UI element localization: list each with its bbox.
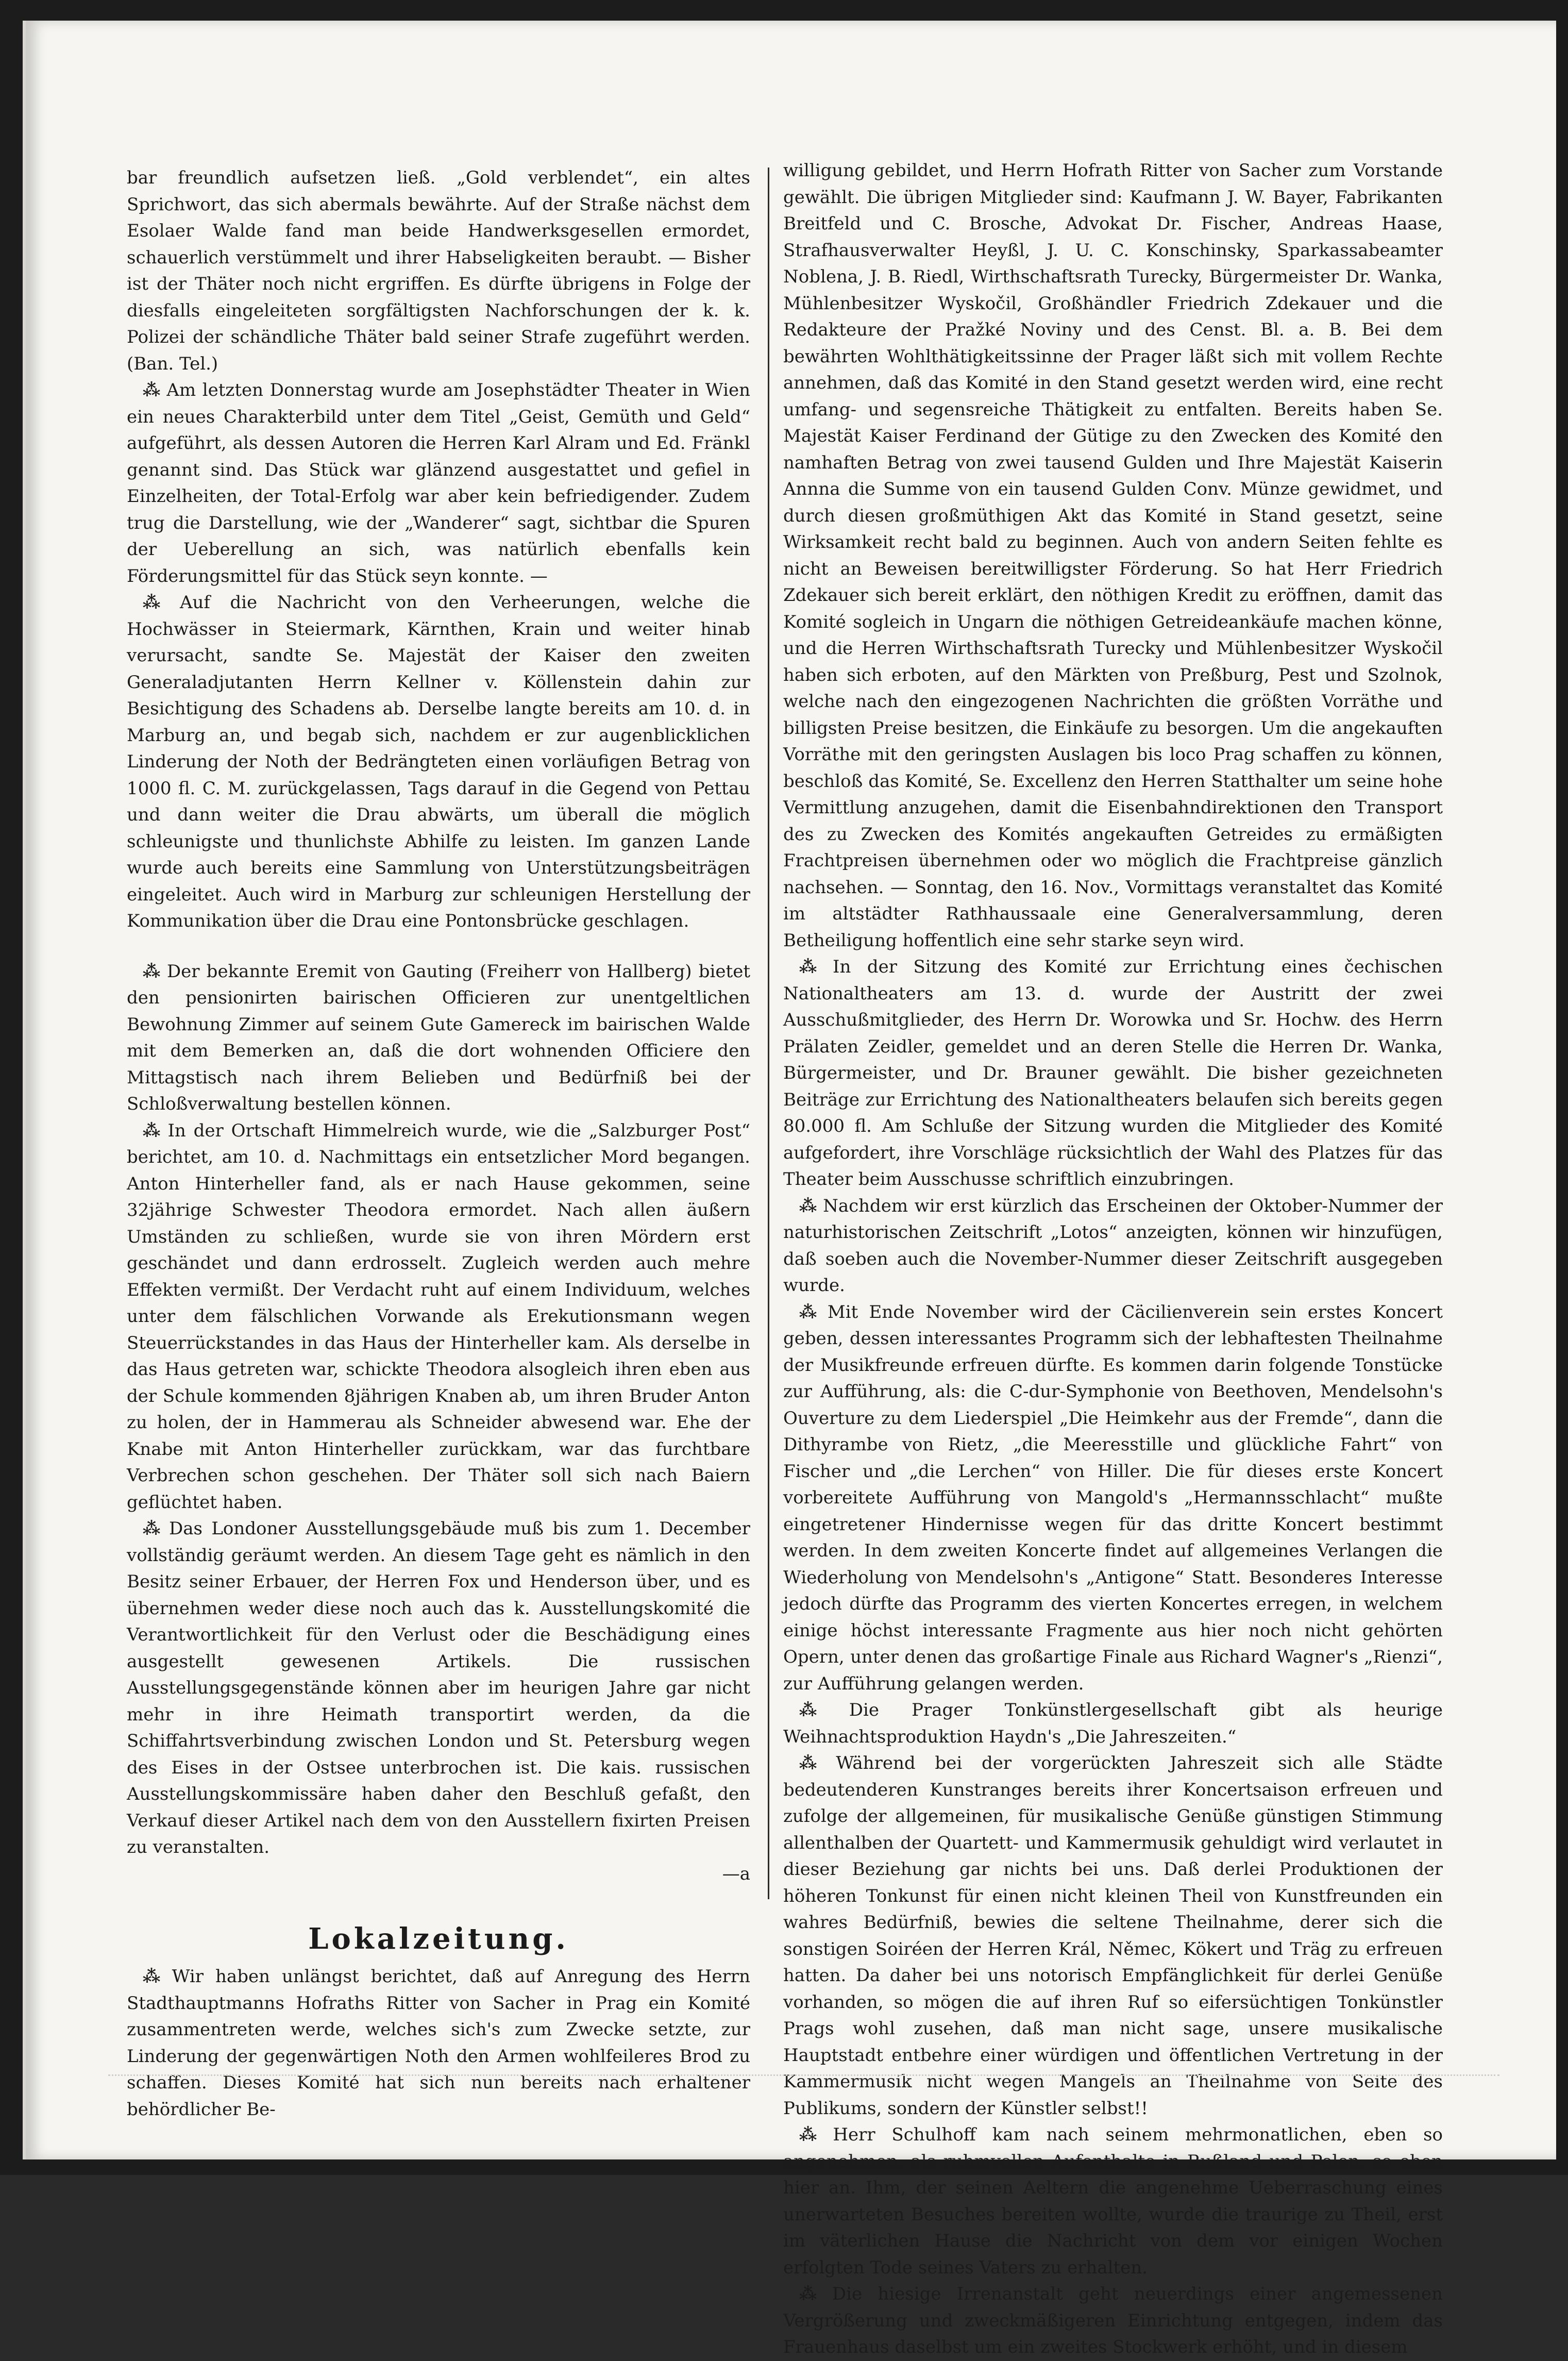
- paragraph-marker: ⁂: [799, 957, 828, 977]
- article-kammermusik: [783, 1750, 1443, 2122]
- paragraph-marker: ⁂: [142, 1120, 163, 1141]
- article-nationaltheater: [783, 954, 1443, 1193]
- article-continuation: bar freundlich aufsetzen ließ. „Gold verblendet“, ein altes Sprichwort, das sich abermals bewährte. Auf der Straße nächst dem Esolaer Walde fand man beide Handwerksgesellen ermordet, schauerlich verstümmelt und ihrer Habseligkeiten beraubt. — Bisher ist der Thäter noch nicht ergriffen. Es dürfte übrigens in Folge der diesfalls eingeleiteten sorgfältigsten Nachforschungen der k. k. Polizei der schändliche Thäter bald seiner Strafe zugeführt werden. (Ban. Tel.): [127, 168, 750, 374]
- article-flood-text: Auf die Nachricht von den Verheerungen, welche die Hochwässer in Steiermark, Kärnthen, Krain und weiter hinab verursacht, sandte Se. Majestät der Kaiser den zweiten Generaladjutanten Herrn Kellner v. Köllenstein dahin zur Besichtigung des Schadens ab. Derselbe langte bereits am 10. d. in Marburg an, und begab sich, nachdem er zur augenblicklichen Linderung der Noth der Bedrängteten einen vorläufigen Betrag von 1000 fl. C. M. zurückgelassen, Tags darauf in die Gegend von Pettau und dann weiter die Drau abwärts, um überall die möglich schleunigste und thunlichste Abhilfe zu leisten. Im ganzen Lande wurde auch bereits eine Sammlung von Unterstützungsbeiträgen eingeleitet. Auch wird in Marburg zur schleunigen Herstellung der Kommunikation über die Drau eine Pontonsbrücke geschlagen.: [127, 592, 750, 931]
- article-london: [127, 1516, 750, 1861]
- article-kammermusik-text: Während bei der vorgerückten Jahreszeit sich alle Städte bedeutenderen Kunstranges bereits ihrer Koncertsaison erfreuen und zufolge der allgemeinen, für musikalische Genüße günstigen Stimmung allenthalben der Quartett- und Kammermusik gehuldigt wird verlautet in dieser Beziehung gar nichts bei uns. Daß derlei Produktionen der höheren Tonkunst für einen nicht kleinen Theil von Kunstfreunden ein wahres Bedürfniß, bewies die seltene Theilnahme, derer sich die sonstigen Soiréen der Herren Král, Němec, Kökert und Träg zu erfreuen hatten. Da daher bei uns notorisch Empfänglichkeit für derlei Genüße vorhanden, so mögen die auf ihren Ruf so eifersüchtigen Tonkünstler Prags wohl zusehen, daß man nicht sage, unsere musikalische Hauptstadt entbehre einer würdigen und öffentlichen Vertretung in der Kammermusik nicht wegen Mangels an Theilnahme von Seite des Publikums, sondern der Künstler selbst!!: [783, 1753, 1443, 2119]
- paragraph-marker: ⁂: [799, 1301, 822, 1322]
- article-caecilienverein-text: Mit Ende November wird der Cäcilienverein sein erstes Koncert geben, dessen interessantes Programm sich der lebhaftesten Theilnahme der Musikfreunde erfreuen dürfte. Es kommen darin folgende Tonstücke zur Aufführung, als: die C-dur-Symphonie von Beethoven, Mendelsohn's Ouverture zu dem Liederspiel „Die Heimkehr aus der Fremde“, dann die Dithyrambe von Rietz, „die Meeresstille und glückliche Fahrt“ von Fischer und „die Lerchen“ von Hiller. Die für dieses erste Koncert vorbereitete Aufführung von Mangold's „Hermannsschlacht“ mußte eingetretener Hindernisse wegen für das dritte Koncert bestimmt werden. In dem zweiten Koncerte findet auf allgemeines Verlangen die Wiederholung von Mendelsohn's „Antigone“ Statt. Besonderes Interesse jedoch dürfte das Programm des vierten Koncertes erregen, in welchem einige höchst interessante Fragmente aus hier noch nicht gehörten Opern, unter denen das großartige Finale aus Richard Wagner's „Rienzi“, zur Aufführung gelangen werden.: [783, 1301, 1443, 1694]
- paragraph-marker: ⁂: [799, 1753, 831, 1773]
- article-flood: [127, 590, 750, 935]
- article-murder: [127, 1118, 750, 1516]
- paragraph-marker: ⁂: [142, 592, 175, 613]
- paragraph-marker: ⁂: [799, 1195, 818, 1216]
- article-lotos-text: Nachdem wir erst kürzlich das Erscheinen der Oktober-Nummer der naturhistorischen Zeitschrift „Lotos“ anzeigten, können wir hinzufügen, daß soeben auch die November-Nummer dieser Zeitschrift ausgegeben wurde.: [783, 1195, 1443, 1296]
- article-london-text: Das Londoner Ausstellungsgebäude muß bis zum 1. December vollständig geräumt werden. An diesem Tage geht es nämlich in den Besitz seiner Erbauer, der Herren Fox und Henderson über, und es übernehmen weder diese noch auch das k. Ausstellungskomité die Verantwortlichkeit für den Verlust oder die Beschädigung eines ausgestellt gewesenen Artikels. Die russischen Ausstellungsgegenstände können aber im heurigen Jahre gar nicht mehr in ihre Heimath transportirt werden, da die Schiffahrtsverbindung zwischen London und St. Petersburg wegen des Eises in der Ostsee unterbrochen ist. Die kais. russischen Ausstellungskommissäre haben daher den Beschluß gefaßt, den Verkauf dieser Artikel nach dem von den Ausstellern fixirten Preisen zu veranstalten.: [127, 1518, 750, 1857]
- article-murder-text: In der Ortschaft Himmelreich wurde, wie die „Salzburger Post“ berichtet, am 10. d. Nachmittags ein entsetzlicher Mord begangen. Anton Hinterheller fand, als er nach Hause gekommen, seine 32jährige Schwester Theodora ermordet. Nach allen äußern Umständen zu schließen, wurde sie von ihren Mördern erst geschändet und dann erdrosselt. Zugleich werden auch mehre Effekten vermißt. Der Verdacht ruht auf einem Individuum, welches unter dem fälschlichen Vorwande als Erekutionsmann wegen Steuerrückstandes in das Haus der Hinterheller kam. Als derselbe in das Haus getreten war, schickte Theodora alsogleich ihren eben aus der Schule kommenden 8jährigen Knaben ab, um ihren Bruder Anton zu holen, der in Hammerau als Schneider abwesend war. Ehe der Knabe mit Anton Hinterheller zurückkam, war das furchtbare Verbrechen schon geschehen. Der Thäter soll sich nach Baiern geflüchtet haben.: [127, 1120, 751, 1513]
- article-irrenanstalt-text: Die hiesige Irrenanstalt geht neuerdings einer angemessenen Vergrößerung und zweckmäßigeren Einrichtung entgegen, indem das Frauenhaus daselbst um ein zweites Stockwerk erhöht, und in diesem: [783, 2284, 1443, 2357]
- bottom-edge-dots: [108, 2074, 1499, 2078]
- article-tonkuenstler-text: Die Prager Tonkünstlergesellschaft gibt als heurige Weihnachtsproduktion Haydn's „Die Jahreszeiten.“: [783, 1700, 1443, 1747]
- article-theater: [127, 377, 750, 590]
- paragraph-marker: ⁂: [799, 2124, 828, 2145]
- newspaper-page: [23, 21, 1556, 2357]
- article-irrenanstalt: [783, 2281, 1443, 2361]
- paragraph-marker: ⁂: [142, 1966, 167, 1987]
- column-divider: [768, 168, 769, 1899]
- article-tonkuenstler: [783, 1697, 1443, 1750]
- article-theater-text: Am letzten Donnerstag wurde am Josephstädter Theater in Wien ein neues Charakterbild unter dem Titel „Geist, Gemüth und Geld“ aufgeführt, als dessen Autoren die Herren Karl Alram und Ed. Fränkl genannt sind. Das Stück war glänzend ausgestattet und gefiel in Einzelheiten, der Total-Erfolg war aber kein befriedigender. Zudem trug die Darstellung, wie der „Wanderer“ sagt, sichtbar die Spuren der Ueberellung an sich, was natürlich ebenfalls kein Förderungsmittel für das Stück seyn konnte. —: [127, 380, 751, 587]
- paragraph-marker: ⁂: [799, 1700, 844, 1720]
- paragraph-marker: ⁂: [142, 380, 162, 400]
- paragraph-marker: ⁂: [142, 1518, 164, 1539]
- paragraph-marker: ⁂: [142, 961, 162, 982]
- article-eremit: [127, 959, 750, 1118]
- article-komite-text: Wir haben unlängst berichtet, daß auf Anregung des Herrn Stadthauptmanns Hofraths Ritter von Sacher in Prag ein Komité zusammentreten werde, welches sich's zum Zwecke setzte, zur Linderung der gegenwärtigen Noth den Armen wohlfeileres Brod zu schaffen. Dieses Komité hat sich nun bereits nach erhaltener behördlicher Be-: [127, 1966, 750, 2120]
- article-komite: [127, 1964, 750, 2123]
- section-heading-lokalzeitung: Lokalzeitung.: [308, 1922, 569, 1956]
- paragraph-marker: ⁂: [799, 2284, 827, 2304]
- right-column: [783, 158, 1443, 2361]
- left-column: [127, 165, 750, 2123]
- article-schulhoff: [783, 2122, 1443, 2281]
- article-komite-continuation: willigung gebildet, und Herrn Hofrath Ritter von Sacher zum Vorstande gewählt. Die übrigen Mitglieder sind: Kaufmann J. W. Bayer, Fabrikanten Breitfeld und C. Brosche, Advokat Dr. Fischer, Andreas Haase, Strafhausverwalter Heyßl, J. U. C. Konschinsky, Sparkassabeamter Noblena, J. B. Riedl, Wirthschaftsrath Turecky, Bürgermeister Dr. Wanka, Mühlenbesitzer Wyskočil, Großhändler Friedrich Zdekauer und die Redakteure der Pražké Noviny und des Censt. Bl. a. B. Bei dem bewährten Wohlthätigkeitssinne der Prager läßt sich mit vollem Rechte annehmen, daß das Komité in den Stand gesetzt werden wird, eine recht umfang- und segensreiche Thätigkeit zu entfalten. Bereits haben Se. Majestät Kaiser Ferdinand der Gütige zu den Zwecken des Komité den namhaften Betrag von zwei tausend Gulden und Ihre Majestät Kaiserin Annna die Summe von ein tausend Gulden Conv. Münze gewidmet, und durch diesen großmüthigen Akt das Komité in Stand gesetzt, seine Wirksamkeit recht bald zu beginnen. Auch von andern Seiten fehlte es nicht an Beweisen bereitwilligster Förderung. So hat Herr Friedrich Zdekauer sich bereit erklärt, den nöthigen Kredit zu eröffnen, damit das Komité sogleich in Ungarn die nöthigen Getreideankäufe machen könne, und die Herren Wirthschaftsrath Turecky und Mühlenbesitzer Wyskočil haben sich erboten, auf den Märkten von Preßburg, Pest und Szolnok, welche nach den eingezogenen Nachrichten die größten Vorräthe und billigsten Preise besitzen, die Einkäufe zu besorgen. Um die angekauften Vorräthe mit den geringsten Auslagen bis loco Prag schaffen zu können, beschloß das Komité, Se. Excellenz den Herren Statthalter um seine hohe Vermittlung anzugehen, damit die Eisenbahndirektionen den Transport des zu Zwecken des Komités angekauften Getreides zu ermäßigten Frachtpreisen übernehmen oder wo möglich die Frachtpreise gänzlich nachsehen. — Sonntag, den 16. Nov., Vormittags veranstaltet das Komité im altstädter Rathhaussaale eine Generalversammlung, deren Betheiligung hoffentlich eine sehr starke seyn wird.: [783, 160, 1443, 951]
- article-eremit-text: Der bekannte Eremit von Gauting (Freiherr von Hallberg) bietet den pensionirten bairischen Officieren zur unentgeltlichen Bewohnung Zimmer auf seinem Gute Gamereck im bairischen Walde mit dem Bemerken an, daß die dort wohnenden Officiere den Mittagstisch nach ihrem Belieben und Bedürfniß bei der Schloßverwaltung bestellen können.: [127, 961, 750, 1114]
- article-nationaltheater-text: In der Sitzung des Komité zur Errichtung eines čechischen Nationaltheaters am 13. d. wurde der Austritt der zwei Ausschußmitglieder, des Herrn Dr. Worowka und Sr. Hochw. des Herrn Prälaten Zeidler, gemeldet und an deren Stelle die Herren Dr. Wanka, Bürgermeister, und Dr. Brauner gewählt. Die bisher gezeichneten Beiträge zur Errichtung des Nationaltheaters belaufen sich bereits gegen 80.000 fl. Am Schluße der Sitzung wurden die Mitglieder des Komité aufgefordert, ihre Vorschläge rücksichtlich der Wahl des Platzes für das Theater beim Ausschusse schriftlich einzubringen.: [783, 957, 1443, 1190]
- article-schulhoff-text: Herr Schulhoff kam nach seinem mehrmonatlichen, eben so angenehmen, als ruhmvollen Aufenthalte in Rußland und Polen, so eben hier an. Ihm, der seinen Aeltern die angenehme Ueberraschung eines unerwarteten Besuches bereiten wollte, wurde die traurige zu Theil, erst im väterlichen Hause die Nachricht von dem vor einigen Wochen erfolgten Tode seines Vaters zu erhalten.: [783, 2124, 1443, 2278]
- article-caecilienverein: [783, 1299, 1443, 1698]
- article-end-mark: —a: [722, 1863, 750, 1884]
- article-lotos: [783, 1193, 1443, 1299]
